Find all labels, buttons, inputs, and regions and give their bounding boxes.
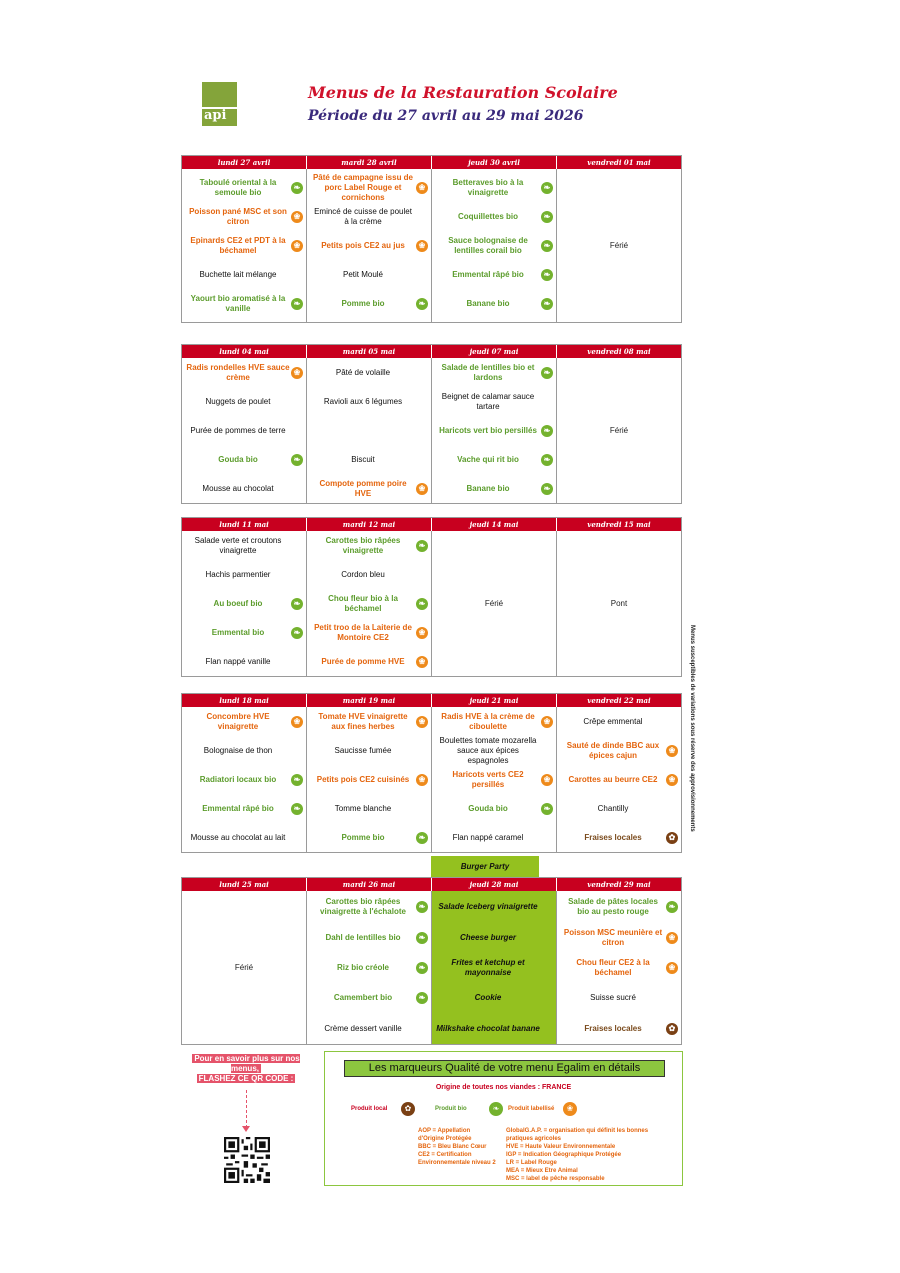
leaf-icon: ❧: [416, 932, 428, 944]
menu-item-label: Pomme bio: [341, 832, 385, 842]
day-status: Férié: [609, 425, 629, 435]
menu-item-label: Tomme blanche: [334, 803, 392, 813]
menu-item-label: Emmental râpé bio: [452, 269, 524, 279]
day-header: jeudi 21 mai: [432, 694, 557, 707]
menu-item: [307, 618, 431, 647]
day-header: mardi 28 avril: [307, 156, 432, 169]
leaf-icon: ❧: [541, 269, 553, 281]
menu-item: [182, 618, 306, 647]
side-note: Menus susceptibles de variations sous réserve des approvisionnements: [689, 625, 695, 832]
page-title: Menus de la Restauration Scolaire: [308, 83, 618, 102]
week-header: [182, 878, 681, 891]
menu-item: [182, 416, 306, 445]
menu-item: [307, 173, 431, 202]
day-column: [307, 891, 432, 1044]
day-status: Férié: [609, 240, 629, 250]
menu-item: [432, 474, 556, 503]
award-icon: ❀: [541, 774, 553, 786]
menu-item: [307, 416, 431, 445]
day-header: jeudi 30 avril: [432, 156, 557, 169]
menu-item: [307, 922, 431, 953]
day-header: lundi 27 avril: [182, 156, 307, 169]
leaf-icon: ❧: [541, 298, 553, 310]
quality-legend: [324, 1051, 683, 1186]
menu-item: [432, 1013, 556, 1044]
menu-item-label: Carottes au beurre CE2: [568, 774, 658, 784]
menu-item: [557, 736, 681, 765]
menu-item-label: Buchette lait mélange: [199, 269, 277, 279]
menu-item: [182, 823, 306, 852]
menu-item-label: Saucisse fumée: [334, 745, 392, 755]
leaf-icon: ❧: [541, 367, 553, 379]
menu-item: [307, 260, 431, 289]
menu-item-label: Coquillettes bio: [458, 211, 518, 221]
menu-item: [307, 474, 431, 503]
menu-item: [182, 765, 306, 794]
day-header: vendredi 22 mai: [557, 694, 681, 707]
api-logo: api: [202, 82, 237, 126]
award-icon: ❀: [416, 656, 428, 668]
legend-bio-label: Produit bio: [435, 1106, 467, 1112]
award-icon: ❀: [416, 483, 428, 495]
menu-item: [557, 823, 681, 852]
day-header: lundi 18 mai: [182, 694, 307, 707]
menu-item-label: Radis HVE à la crème de ciboulette: [441, 711, 535, 731]
menu-item: [182, 202, 306, 231]
leaf-icon: ❧: [291, 298, 303, 310]
day-column: [307, 707, 432, 852]
menu-item-label: Carottes bio râpées vinaigrette à l'échalote: [320, 896, 406, 916]
menu-item-label: Gouda bio: [218, 454, 258, 464]
menu-item-label: Cookie: [474, 993, 502, 1002]
menu-item: [432, 289, 556, 318]
menu-item: [432, 736, 556, 765]
leaf-icon: ❧: [291, 774, 303, 786]
menu-item-label: Salade de pâtes locales bio au pesto rouge: [568, 896, 658, 916]
leaf-icon: ❧: [416, 832, 428, 844]
leaf-icon: ❧: [291, 627, 303, 639]
menu-item: [432, 707, 556, 736]
menu-item: [182, 231, 306, 260]
leaf-icon: ❧: [541, 425, 553, 437]
menu-item-label: Crêpe emmental: [583, 716, 643, 726]
menu-item: [307, 765, 431, 794]
menu-item: [432, 445, 556, 474]
menu-item-label: Gouda bio: [468, 803, 508, 813]
legend-heading: Les marqueurs Qualité de votre menu Egalim en détails: [344, 1060, 665, 1077]
local-product-icon: ✿: [666, 832, 678, 844]
menu-item: [432, 387, 556, 416]
menu-item: [182, 260, 306, 289]
day-column: [557, 707, 681, 852]
menu-item: [182, 289, 306, 318]
day-header: mardi 19 mai: [307, 694, 432, 707]
menu-item-label: Salade verte et croutons vinaigrette: [194, 535, 282, 555]
menu-item-label: Taboulé oriental à la semoule bio: [199, 177, 277, 197]
menu-item-label: Cheese burger: [459, 932, 517, 942]
award-icon: ❀: [291, 240, 303, 252]
day-status: Férié: [484, 598, 504, 608]
menu-item-label: Emincé de cuisse de poulet à la crème: [314, 206, 412, 226]
menu-item-label: Pomme bio: [341, 298, 385, 308]
menu-item: [307, 707, 431, 736]
day-column: [432, 169, 557, 322]
menu-item: [182, 445, 306, 474]
menu-item-label: Purée de pomme HVE: [321, 656, 405, 666]
menu-item: [557, 765, 681, 794]
menu-item: [182, 589, 306, 618]
menu-item: [182, 474, 306, 503]
leaf-icon: ❧: [489, 1102, 503, 1116]
award-icon: ❀: [541, 716, 553, 728]
menu-item: [432, 231, 556, 260]
day-header: vendredi 08 mai: [557, 345, 681, 358]
day-header: vendredi 15 mai: [557, 518, 681, 531]
abbr-list-right: GlobalG.A.P. = organisation qui définit les bonnes pratiques agricoles HVE = Haute Valeur Environnementale IGP = Indication Géographique Protégée LR = Label Rouge MEA = Mieux Etre Animal MSC = label de pêche responsable: [506, 1128, 649, 1182]
menu-item-label: Beignet de calamar sauce tartare: [441, 391, 535, 411]
menu-item: [432, 765, 556, 794]
day-column: [182, 169, 307, 322]
day-status: Férié: [234, 962, 254, 972]
leaf-icon: ❧: [416, 962, 428, 974]
menu-item-label: Frites et ketchup et mayonnaise: [451, 958, 525, 977]
menu-item: [432, 953, 556, 983]
menu-item-label: Boulettes tomate mozarella sauce aux épices espagnoles: [439, 735, 537, 765]
menu-item-label: Fraises locales: [584, 832, 642, 842]
menu-item-label: Haricots vert bio persillés: [439, 425, 537, 435]
menu-item-label: Emmental râpé bio: [202, 803, 274, 813]
menu-item-label: Fraises locales: [584, 1023, 642, 1033]
menu-item-label: Chou fleur CE2 à la béchamel: [576, 958, 650, 977]
leaf-icon: ❧: [291, 182, 303, 194]
award-icon: ❀: [291, 716, 303, 728]
menu-week: [181, 877, 682, 1045]
menu-item-label: Milkshake chocolat banane: [436, 1023, 540, 1033]
local-product-icon: ✿: [401, 1102, 415, 1116]
day-column: [307, 531, 432, 676]
leaf-icon: ❧: [291, 598, 303, 610]
menu-item-label: Flan nappé caramel: [452, 832, 524, 842]
menu-item-label: Banane bio: [466, 483, 510, 493]
menu-item: [557, 983, 681, 1013]
leaf-icon: ❧: [416, 901, 428, 913]
menu-item-label: Radis rondelles HVE sauce crème: [186, 362, 290, 382]
menu-item: [432, 891, 556, 922]
leaf-icon: ❧: [416, 298, 428, 310]
menu-item: [182, 794, 306, 823]
menu-item-label: Poisson pané MSC et son citron: [189, 206, 287, 226]
leaf-icon: ❧: [541, 240, 553, 252]
menu-item-label: Nuggets de poulet: [205, 396, 271, 406]
menu-item: [307, 387, 431, 416]
day-column: [307, 169, 432, 322]
menu-item-label: Yaourt bio aromatisé à la vanille: [190, 293, 286, 313]
menu-item-label: Radiatori locaux bio: [199, 774, 277, 784]
day-column: [182, 707, 307, 852]
menu-item-label: Epinards CE2 et PDT à la béchamel: [190, 235, 286, 255]
menu-item-label: Ravioli aux 6 légumes: [323, 396, 403, 406]
qr-arrowhead: [242, 1126, 250, 1132]
day-column: [432, 891, 557, 1044]
menu-item: [307, 560, 431, 589]
menu-item: [557, 1013, 681, 1044]
menu-item-label: Tomate HVE vinaigrette aux fines herbes: [318, 711, 408, 731]
menu-item: [182, 173, 306, 202]
menu-item: [432, 260, 556, 289]
leaf-icon: ❧: [416, 992, 428, 1004]
day-column: [432, 531, 557, 676]
award-icon: ❀: [416, 627, 428, 639]
menu-item: [307, 891, 431, 922]
menu-item-label: Biscuit: [351, 454, 375, 464]
menu-item: [557, 794, 681, 823]
leaf-icon: ❧: [541, 483, 553, 495]
menu-item-label: Petits pois CE2 au jus: [321, 240, 405, 250]
award-icon: ❀: [416, 716, 428, 728]
day-column: [557, 891, 681, 1044]
menu-item-label: Au boeuf bio: [213, 598, 263, 608]
menu-week: [181, 517, 682, 677]
menu-item: [557, 922, 681, 953]
award-icon: ❀: [416, 774, 428, 786]
menu-item-label: Petits pois CE2 cuisinés: [316, 774, 410, 784]
menu-week: [181, 693, 682, 853]
day-header: mardi 05 mai: [307, 345, 432, 358]
day-header: jeudi 07 mai: [432, 345, 557, 358]
award-icon: ❀: [416, 182, 428, 194]
meat-origin: Origine de toutes nos viandes : FRANCE: [435, 1084, 572, 1091]
day-header: lundi 25 mai: [182, 878, 307, 891]
day-column: [432, 358, 557, 503]
menu-item-label: Chou fleur bio à la béchamel: [328, 593, 398, 613]
menu-item-label: Pâté de volaille: [335, 367, 391, 377]
menu-item: [432, 202, 556, 231]
menu-item-label: Concombre HVE vinaigrette: [206, 711, 270, 731]
page-subtitle: Période du 27 avril au 29 mai 2026: [308, 108, 584, 124]
menu-item-label: Banane bio: [466, 298, 510, 308]
week-header: [182, 694, 681, 707]
menu-item: [182, 560, 306, 589]
menu-item: [307, 1013, 431, 1044]
qr-arrow: [246, 1090, 247, 1128]
week-header: [182, 156, 681, 169]
leaf-icon: ❧: [291, 803, 303, 815]
menu-item: [307, 794, 431, 823]
menu-item-label: Sauté de dinde BBC aux épices cajun: [566, 740, 660, 760]
menu-item: [432, 173, 556, 202]
menu-item: [557, 707, 681, 736]
day-column: [432, 707, 557, 852]
week-header: [182, 345, 681, 358]
menu-item-label: Hachis parmentier: [205, 569, 271, 579]
menu-item: [307, 358, 431, 387]
menu-item-label: Mousse au chocolat: [202, 483, 274, 493]
day-column: [557, 358, 681, 503]
menu-item-label: Sauce bolognaise de lentilles corail bio: [448, 235, 528, 255]
menu-item: [307, 289, 431, 318]
menu-item-label: Bolognaise de thon: [203, 745, 273, 755]
menu-item: [307, 202, 431, 231]
award-icon: ❀: [416, 240, 428, 252]
menu-item-label: Suisse sucré: [590, 993, 636, 1002]
qr-code[interactable]: [224, 1137, 270, 1183]
day-status: Pont: [610, 598, 628, 608]
day-column: [182, 891, 307, 1044]
day-header: jeudi 28 mai: [432, 878, 557, 891]
legend-label-label: Produit labellisé: [508, 1106, 555, 1112]
leaf-icon: ❧: [666, 901, 678, 913]
leaf-icon: ❧: [541, 803, 553, 815]
menu-item: [307, 445, 431, 474]
day-header: vendredi 29 mai: [557, 878, 681, 891]
menu-item-label: Cordon bleu: [341, 569, 385, 579]
menu-item-label: Mousse au chocolat au lait: [190, 832, 286, 842]
menu-item: [307, 983, 431, 1013]
menu-item: [557, 891, 681, 922]
menu-item-label: Carottes bio râpées vinaigrette: [325, 535, 401, 555]
day-header: mardi 26 mai: [307, 878, 432, 891]
award-icon: ❀: [666, 962, 678, 974]
menu-item: [432, 922, 556, 953]
award-icon: ❀: [666, 745, 678, 757]
menu-item: [307, 953, 431, 983]
abbr-list-left: AOP = Appellation d'Origine Protégée BBC = Bleu Blanc Cœur CE2 = Certification Environnementale niveau 2: [418, 1128, 496, 1166]
menu-item: [182, 358, 306, 387]
menu-week: [181, 155, 682, 323]
menu-item-label: Haricots verts CE2 persillés: [452, 769, 524, 789]
leaf-icon: ❧: [291, 454, 303, 466]
menu-item-label: Betteraves bio à la vinaigrette: [452, 177, 524, 197]
menu-item: [307, 647, 431, 676]
award-icon: ❀: [291, 211, 303, 223]
menu-item-label: Salade Iceberg vinaigrette: [438, 901, 538, 911]
award-icon: ❀: [563, 1102, 577, 1116]
menu-item-label: Vache qui rit bio: [457, 454, 519, 464]
menu-item-label: Poisson MSC meunière et citron: [563, 927, 663, 947]
menu-item-label: Petit Moulé: [342, 269, 384, 279]
menu-item: [432, 358, 556, 387]
day-column: [557, 169, 681, 322]
day-column: [182, 531, 307, 676]
award-icon: ❀: [291, 367, 303, 379]
menu-item-label: Pâté de campagne issu de porc Label Rouge et cornichons: [312, 172, 414, 202]
day-header: mardi 12 mai: [307, 518, 432, 531]
award-icon: ❀: [666, 774, 678, 786]
menu-item: [432, 416, 556, 445]
day-header: vendredi 01 mai: [557, 156, 681, 169]
legend-local-label: Produit local: [351, 1106, 388, 1112]
day-column: [307, 358, 432, 503]
menu-item-label: Compote pomme poire HVE: [319, 478, 407, 498]
week-header: [182, 518, 681, 531]
menu-item: [557, 953, 681, 983]
menu-item: [182, 707, 306, 736]
menu-item-label: Salade de lentilles bio et lardons: [441, 362, 535, 382]
leaf-icon: ❧: [541, 211, 553, 223]
menu-item: [307, 589, 431, 618]
menu-week: [181, 344, 682, 504]
qr-callout: Pour en savoir plus sur nos menus, FLASHEZ CE QR CODE :: [194, 1054, 300, 1083]
day-header: lundi 11 mai: [182, 518, 307, 531]
award-icon: ❀: [666, 932, 678, 944]
menu-item: [432, 823, 556, 852]
day-column: [557, 531, 681, 676]
menu-item: [182, 387, 306, 416]
day-header: jeudi 14 mai: [432, 518, 557, 531]
leaf-icon: ❧: [541, 182, 553, 194]
menu-item-label: Riz bio créole: [336, 963, 389, 972]
menu-item-label: Camembert bio: [333, 993, 393, 1002]
menu-item-label: Petit troo de la Laiterie de Montoire CE2: [314, 622, 412, 642]
menu-item: [307, 736, 431, 765]
burger-party-banner: Burger Party: [431, 856, 539, 877]
leaf-icon: ❧: [416, 540, 428, 552]
day-column: [182, 358, 307, 503]
menu-item: [182, 531, 306, 560]
menu-item-label: Emmental bio: [211, 627, 265, 637]
leaf-icon: ❧: [416, 598, 428, 610]
menu-item: [432, 794, 556, 823]
menu-item: [307, 231, 431, 260]
menu-item-label: Chantilly: [597, 803, 629, 813]
day-header: lundi 04 mai: [182, 345, 307, 358]
menu-item: [307, 823, 431, 852]
menu-item-label: Purée de pommes de terre: [190, 425, 286, 435]
menu-item-label: Flan nappé vanille: [205, 656, 271, 666]
local-product-icon: ✿: [666, 1023, 678, 1035]
menu-item: [432, 983, 556, 1013]
leaf-icon: ❧: [541, 454, 553, 466]
menu-item: [307, 531, 431, 560]
menu-item: [182, 647, 306, 676]
menu-item-label: Dahl de lentilles bio: [325, 932, 401, 942]
menu-item: [182, 736, 306, 765]
menu-item-label: Crème dessert vanille: [324, 1023, 402, 1033]
